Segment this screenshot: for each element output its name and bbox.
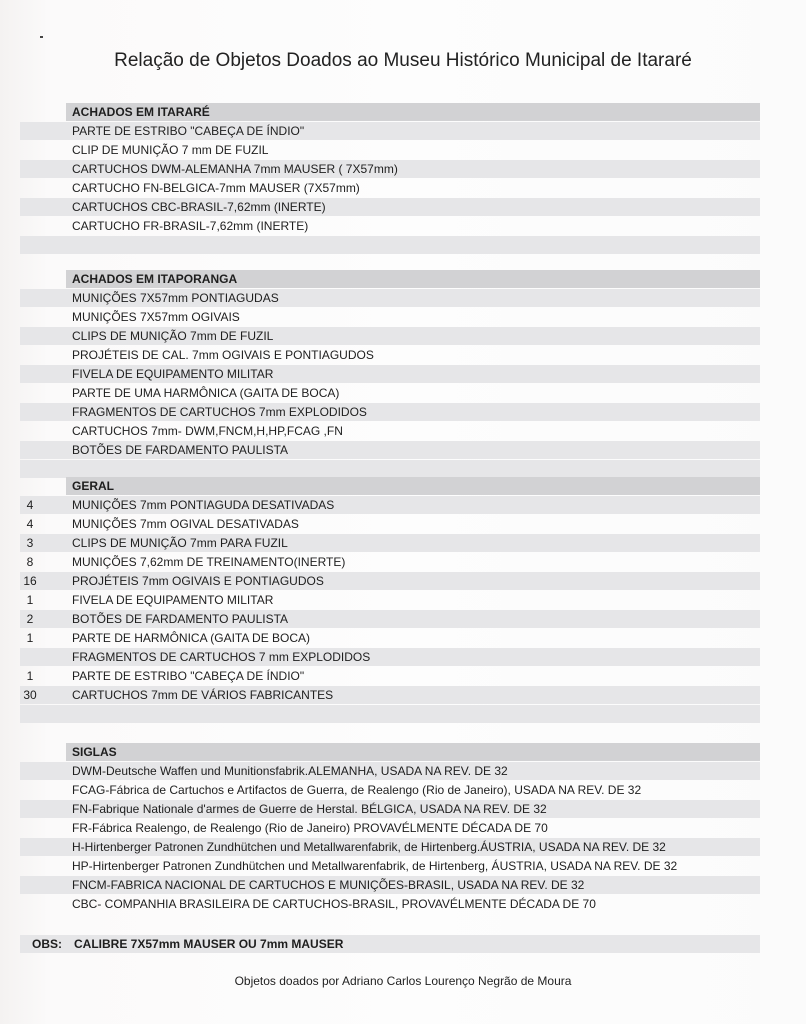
list-item [20, 610, 760, 628]
item-quantity: 8 [26, 555, 34, 569]
item-description: PARTE DE ESTRIBO "CABEÇA DE ÍNDIO" [72, 124, 305, 138]
observation-label: OBS: [32, 937, 62, 951]
list-item [0, 629, 760, 647]
item-description: PROJÉTEIS DE CAL. 7mm OGIVAIS E PONTIAGUDOS [72, 348, 374, 362]
item-description: FIVELA DE EQUIPAMENTO MILITAR [72, 593, 274, 607]
item-description: CARTUCHOS DWM-ALEMANHA 7mm MAUSER ( 7X57mm) [72, 162, 398, 176]
item-quantity: 3 [26, 536, 34, 550]
list-item [20, 534, 760, 552]
list-item [20, 686, 760, 704]
item-description: FRAGMENTOS DE CARTUCHOS 7 mm EXPLODIDOS [72, 650, 371, 664]
list-item [20, 403, 760, 421]
item-description: CARTUCHOS 7mm- DWM,FNCM,H,HP,FCAG ,FN [72, 424, 343, 438]
list-item [0, 781, 760, 799]
list-item [20, 648, 760, 666]
list-item [0, 553, 760, 571]
item-description: MUNIÇÕES 7,62mm DE TREINAMENTO(INERTE) [72, 555, 346, 569]
item-description: FNCM-FABRICA NACIONAL DE CARTUCHOS E MUNIÇÕES-BRASIL, USADA NA REV. DE 32 [72, 878, 585, 892]
item-description: CARTUCHO FR-BRASIL-7,62mm (INERTE) [72, 219, 309, 233]
item-description: MUNIÇÕES 7X57mm OGIVAIS [72, 310, 240, 324]
blank-band [20, 236, 760, 254]
list-item [0, 141, 760, 159]
section-heading [66, 103, 760, 121]
list-item [0, 422, 760, 440]
list-item [20, 496, 760, 514]
blank-band [20, 705, 760, 723]
item-quantity: 1 [26, 631, 34, 645]
item-description: PARTE DE ESTRIBO "CABEÇA DE ÍNDIO" [72, 669, 305, 683]
item-description: CARTUCHOS CBC-BRASIL-7,62mm (INERTE) [72, 200, 326, 214]
item-quantity: 1 [26, 669, 34, 683]
list-item [20, 327, 760, 345]
speck-mark [40, 36, 43, 38]
section-heading-label: ACHADOS EM ITARARÉ [72, 105, 210, 119]
item-quantity: 4 [26, 498, 34, 512]
document-title: Relação de Objetos Doados ao Museu Histórico Municipal de Itararé [114, 50, 692, 71]
list-item [0, 895, 760, 913]
list-item [0, 515, 760, 533]
list-item [20, 876, 760, 894]
item-description: FN-Fabrique Nationale d'armes de Guerre de Herstal. BÉLGICA, USADA NA REV. DE 32 [72, 802, 547, 816]
item-description: PARTE DE HARMÔNICA (GAITA DE BOCA) [72, 631, 311, 645]
list-item [0, 591, 760, 609]
list-item [0, 857, 760, 875]
item-description: MUNIÇÕES 7mm PONTIAGUDA DESATIVADAS [72, 498, 335, 512]
item-description: FRAGMENTOS DE CARTUCHOS 7mm EXPLODIDOS [72, 405, 367, 419]
list-item [0, 384, 760, 402]
list-item [20, 572, 760, 590]
item-description: CLIP DE MUNIÇÃO 7 mm DE FUZIL [72, 143, 269, 157]
item-description: FCAG-Fábrica de Cartuchos e Artifactos de Guerra, de Realengo (Rio de Janeiro), USADA NA REV. DE 32 [72, 783, 642, 797]
item-description: H-Hirtenberger Patronen Zundhütchen und Metallwarenfabrik, de Hirtenberg.ÁUSTRIA, USADA NA REV. DE 32 [72, 840, 666, 854]
item-description: FR-Fábrica Realengo, de Realengo (Rio de Janeiro) PROVAVÉLMENTE DÉCADA DE 70 [72, 821, 548, 835]
item-quantity: 2 [26, 612, 34, 626]
item-description: HP-Hirtenberger Patronen Zundhütchen und Metallwarenfabrik, de Hirtenberg, ÁUSTRIA, USADA NA REV. DE 32 [72, 859, 678, 873]
item-description: CARTUCHO FN-BELGICA-7mm MAUSER (7X57mm) [72, 181, 360, 195]
item-quantity: 30 [23, 688, 37, 702]
list-item [0, 308, 760, 326]
blank-band [20, 460, 760, 478]
observation-text: CALIBRE 7X57mm MAUSER OU 7mm MAUSER [74, 937, 344, 951]
observation-row [20, 935, 760, 953]
list-item [0, 217, 760, 235]
list-item [20, 160, 760, 178]
item-description: CARTUCHOS 7mm DE VÁRIOS FABRICANTES [72, 688, 334, 702]
donor-credit: Objetos doados por Adriano Carlos Lourenço Negrão de Moura [234, 974, 572, 988]
list-item [20, 441, 760, 459]
item-description: MUNIÇÕES 7X57mm PONTIAGUDAS [72, 291, 279, 305]
list-item [0, 667, 760, 685]
item-description: CLIPS DE MUNIÇÃO 7mm PARA FUZIL [72, 536, 288, 550]
item-description: FIVELA DE EQUIPAMENTO MILITAR [72, 367, 274, 381]
list-item [20, 289, 760, 307]
item-description: CBC- COMPANHIA BRASILEIRA DE CARTUCHOS-BRASIL, PROVAVÉLMENTE DÉCADA DE 70 [72, 897, 596, 911]
item-description: BOTÕES DE FARDAMENTO PAULISTA [72, 612, 289, 626]
item-quantity: 16 [23, 574, 37, 588]
item-description: BOTÕES DE FARDAMENTO PAULISTA [72, 443, 289, 457]
section-heading-label: GERAL [72, 479, 114, 493]
section-heading [66, 477, 760, 495]
item-description: PROJÉTEIS 7mm OGIVAIS E PONTIAGUDOS [72, 574, 324, 588]
item-description: PARTE DE UMA HARMÔNICA (GAITA DE BOCA) [72, 386, 340, 400]
item-quantity: 4 [26, 517, 34, 531]
list-item [20, 198, 760, 216]
list-item [20, 365, 760, 383]
section-heading-label: SIGLAS [72, 745, 117, 759]
item-description: DWM-Deutsche Waffen und Munitionsfabrik.ALEMANHA, USADA NA REV. DE 32 [72, 764, 508, 778]
section-heading [66, 743, 760, 761]
list-item [0, 819, 760, 837]
item-quantity: 1 [26, 593, 34, 607]
list-item [0, 179, 760, 197]
item-description: CLIPS DE MUNIÇÃO 7mm DE FUZIL [72, 329, 274, 343]
list-item [20, 800, 760, 818]
list-item [20, 122, 760, 140]
list-item [20, 838, 760, 856]
item-description: MUNIÇÕES 7mm OGIVAL DESATIVADAS [72, 517, 299, 531]
section-heading [66, 270, 760, 288]
list-item [0, 346, 760, 364]
section-heading-label: ACHADOS EM ITAPORANGA [72, 272, 238, 286]
list-item [20, 762, 760, 780]
